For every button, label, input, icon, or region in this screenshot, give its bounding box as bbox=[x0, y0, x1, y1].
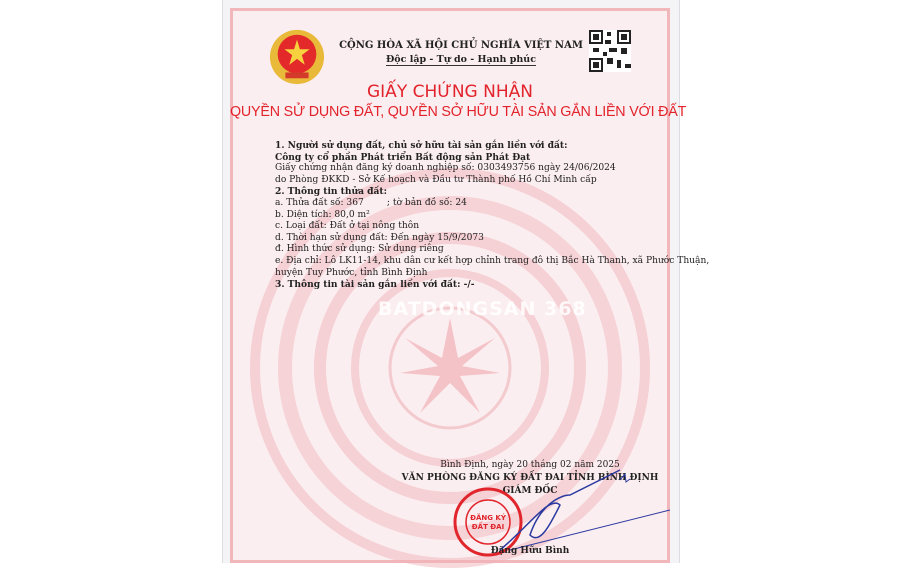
certificate-body bbox=[275, 140, 709, 291]
certificate-subtitle: QUYỀN SỬ DỤNG ĐẤT, QUYỀN SỞ HỮU TÀI SẢN GẮN LIỀN VỚI ĐẤT bbox=[230, 104, 687, 120]
address-line-1: e. Địa chỉ: Lô LK11-14, khu dân cư kết hợp chỉnh trang đô thị Bắc Hà Thanh, xã Phước Thuận, bbox=[275, 255, 710, 266]
watermark: BATDONGSAN 368 bbox=[378, 298, 587, 320]
issuing-office: VĂN PHÒNG ĐĂNG KÝ ĐẤT ĐAI TỈNH BÌNH ĐỊNH bbox=[401, 473, 659, 483]
section-1-heading: 1. Người sử dụng đất, chủ sở hữu tài sản gắn liền với đất: bbox=[275, 140, 568, 151]
registration-info: Giấy chứng nhận đăng ký doanh nghiệp số: 0303493756 ngày 24/06/2024 bbox=[275, 163, 616, 174]
signer-position: GIÁM ĐỐC bbox=[502, 486, 558, 496]
national-motto bbox=[336, 54, 586, 66]
land-type: c. Loại đất: Đất ở tại nông thôn bbox=[275, 221, 420, 232]
signer-name: Đặng Hữu Bình bbox=[490, 546, 570, 556]
parcel-number: a. Thửa đất số: 367 ; tờ bản đồ số: 24 bbox=[275, 197, 467, 208]
owner-name: Công ty cổ phần Phát triển Bất động sản Phát Đạt bbox=[275, 151, 531, 163]
certificate-title: GIẤY CHỨNG NHẬN bbox=[367, 82, 533, 102]
svg-text:ĐĂNG KÝ: ĐĂNG KÝ bbox=[470, 514, 506, 522]
signing-date: Bình Định, ngày 20 tháng 02 năm 2025 bbox=[440, 460, 620, 470]
usage-form: đ. Hình thức sử dụng: Sử dụng riêng bbox=[275, 244, 444, 255]
section-3-heading: 3. Thông tin tài sản gắn liền với đất: -/- bbox=[275, 279, 475, 291]
land-area: b. Diện tích: 80,0 m² bbox=[275, 209, 370, 220]
motto-text: Độc lập - Tự do - Hạnh phúc bbox=[385, 54, 536, 65]
svg-text:ĐẤT ĐAI: ĐẤT ĐAI bbox=[471, 523, 505, 531]
national-emblem-icon bbox=[268, 28, 326, 86]
issuer-info: do Phòng ĐKKD - Sở Kế hoạch và Đầu tư Thành phố Hồ Chí Minh cấp bbox=[275, 174, 597, 185]
signature-icon bbox=[470, 465, 670, 555]
usage-term: d. Thời hạn sử dụng đất: Đến ngày 15/9/2073 bbox=[275, 232, 484, 243]
country-name: CỘNG HÒA XÃ HỘI CHỦ NGHĨA VIỆT NAM bbox=[339, 40, 583, 51]
section-2-heading: 2. Thông tin thửa đất: bbox=[275, 186, 387, 198]
address-line-2: huyện Tuy Phước, tỉnh Bình Định bbox=[275, 267, 428, 278]
qr-code-icon bbox=[589, 30, 631, 72]
